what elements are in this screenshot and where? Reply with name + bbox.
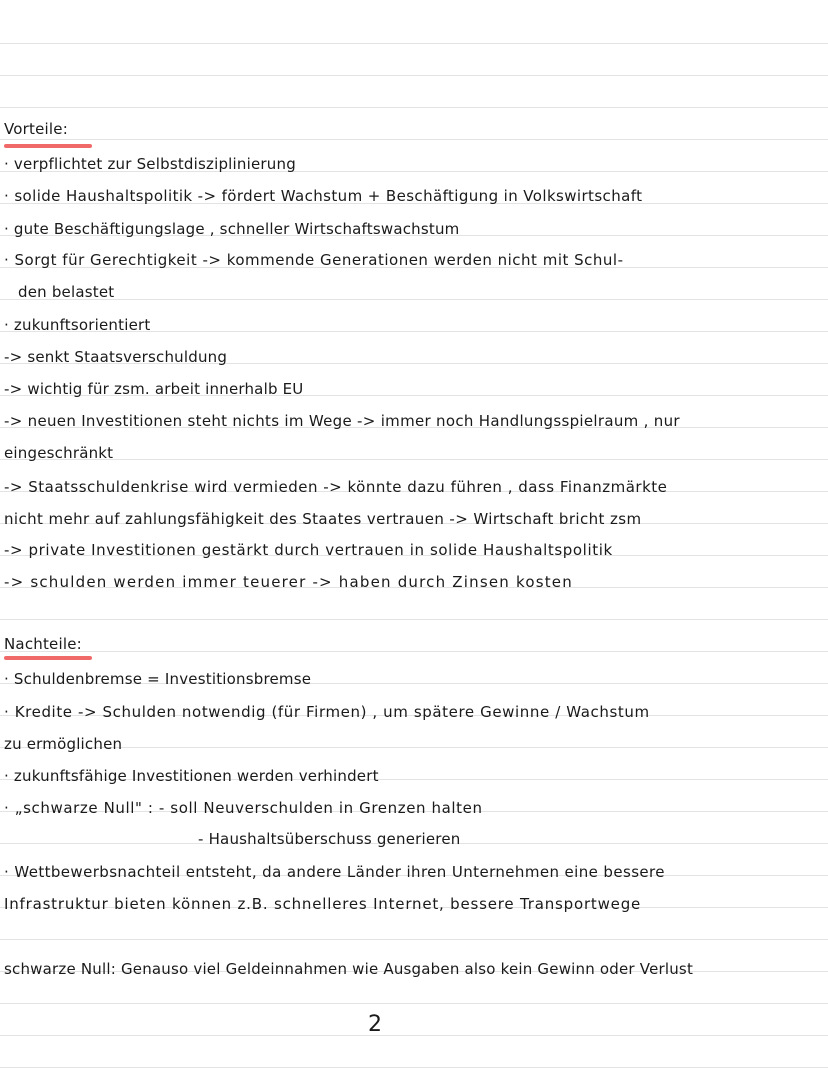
nachteile-line: · zukunftsfähige Investitionen werden verhindert <box>4 767 379 785</box>
vorteile-line: -> neuen Investitionen steht nichts im Wege -> immer noch Handlungsspielraum , nur <box>4 412 680 430</box>
nachteile-line: Infrastruktur bieten können z.B. schnelleres Internet, bessere Transportwege <box>4 895 642 913</box>
nachteile-heading: Nachteile: <box>4 635 82 653</box>
vorteile-line: -> schulden werden immer teuerer -> haben durch Zinsen kosten <box>4 573 573 591</box>
nachteile-heading-underline <box>4 656 92 660</box>
nachteile-line: zu ermöglichen <box>4 735 123 753</box>
nachteile-line: · Wettbewerbsnachteil entsteht, da andere Länder ihren Unternehmen eine bessere <box>4 863 665 881</box>
vorteile-line: · verpflichtet zur Selbstdisziplinierung <box>4 155 296 173</box>
vorteile-heading-underline <box>4 144 92 148</box>
vorteile-line: · gute Beschäftigungslage , schneller Wirtschaftswachstum <box>4 220 460 238</box>
nachteile-line: · Schuldenbremse = Investitionsbremse <box>4 670 312 688</box>
vorteile-line: -> Staatsschuldenkrise wird vermieden -> könnte dazu führen , dass Finanzmärkte <box>4 478 668 496</box>
vorteile-line: · zukunftsorientiert <box>4 316 151 334</box>
nachteile-line: · „schwarze Null" : - soll Neuverschulden in Grenzen halten <box>4 799 483 817</box>
nachteile-line: · Kredite -> Schulden notwendig (für Firmen) , um spätere Gewinne / Wachstum <box>4 703 650 721</box>
page-number: 2 <box>368 1012 382 1037</box>
vorteile-line: · Sorgt für Gerechtigkeit -> kommende Generationen werden nicht mit Schul- <box>4 251 624 269</box>
vorteile-line: -> senkt Staatsverschuldung <box>4 348 228 366</box>
nachteile-line: - Haushaltsüberschuss generieren <box>198 830 461 848</box>
vorteile-line: · solide Haushaltspolitik -> fördert Wachstum + Beschäftigung in Volkswirtschaft <box>4 187 643 205</box>
vorteile-heading: Vorteile: <box>4 120 68 138</box>
vorteile-line: nicht mehr auf zahlungsfähigkeit des Staates vertrauen -> Wirtschaft bricht zsm <box>4 510 642 528</box>
vorteile-line: den belastet <box>18 283 115 301</box>
vorteile-line: -> wichtig für zsm. arbeit innerhalb EU <box>4 380 304 398</box>
vorteile-line: eingeschränkt <box>4 444 114 462</box>
vorteile-line: -> private Investitionen gestärkt durch vertrauen in solide Haushaltspolitik <box>4 541 613 559</box>
schwarze-null-definition: schwarze Null: Genauso viel Geldeinnahmen wie Ausgaben also kein Gewinn oder Verlust <box>4 960 694 978</box>
